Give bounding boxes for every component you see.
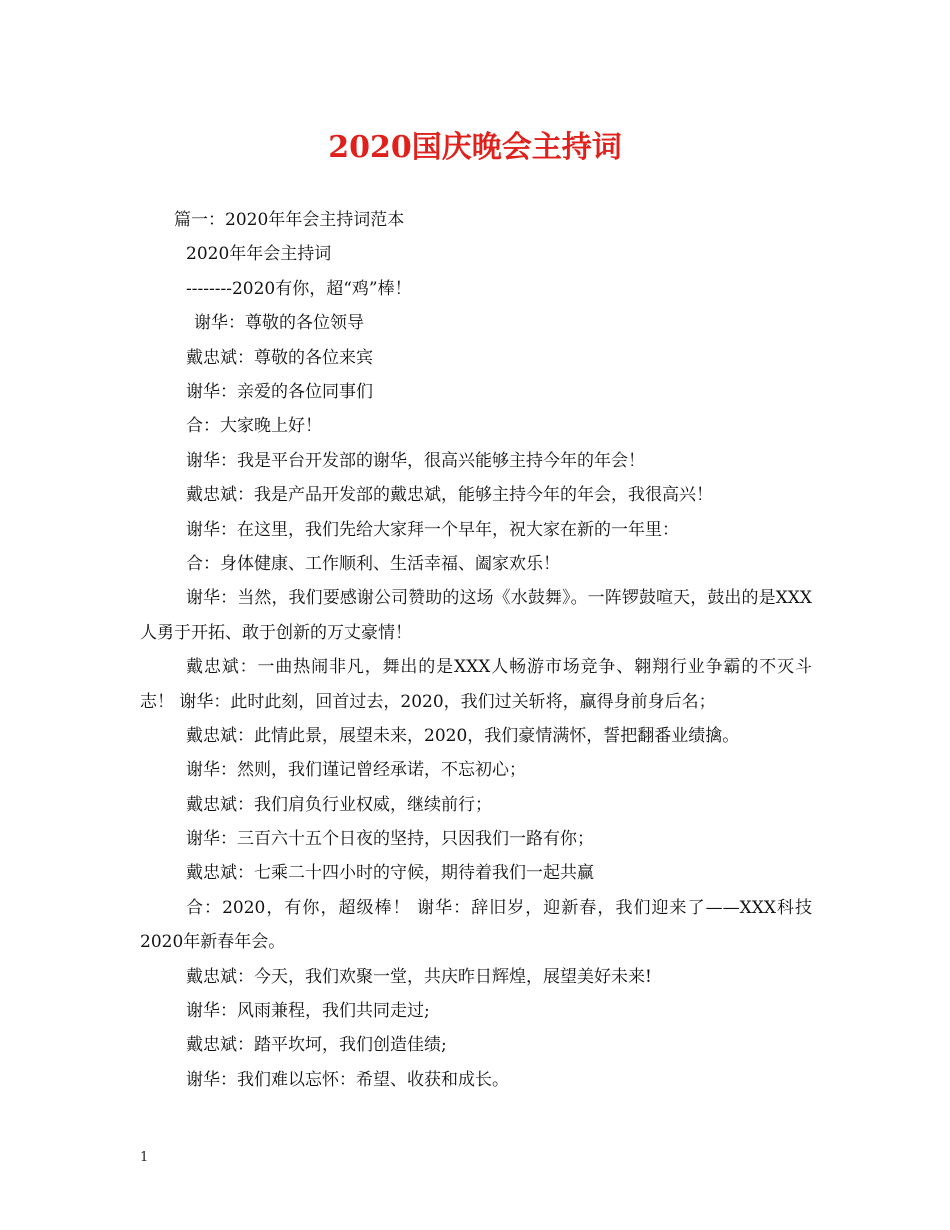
document-body — [140, 203, 812, 1097]
body-line: --------2020有你，超“鸡”棒！ — [186, 278, 412, 299]
body-line: 戴忠斌：尊敬的各位来宾 — [186, 347, 373, 368]
body-line: 合：大家晚上好！ — [186, 416, 322, 437]
body-line: 谢华：我是平台开发部的谢华，很高兴能够主持今年的年会！ — [186, 450, 645, 471]
body-paragraph: 谢华：当然，我们要感谢公司赞助的这场《水鼓舞》。一阵锣鼓喧天，鼓出的是XXX人勇于开拓、敢于创新的万丈豪情！ — [140, 588, 812, 643]
section-heading: 篇一：2020年年会主持词范本 — [174, 210, 405, 230]
body-line: 谢华：我们难以忘怀：希望、收获和成长。 — [186, 1069, 509, 1090]
body-line: 谢华：风雨兼程，我们共同走过; — [186, 1001, 430, 1022]
body-line: 戴忠斌：此情此景，展望未来，2020，我们豪情满怀，誓把翻番业绩擒。 — [186, 725, 740, 746]
document-title: 2020国庆晚会主持词 — [328, 130, 622, 165]
body-line: 谢华：然则，我们谨记曾经承诺，不忘初心； — [186, 760, 526, 781]
body-line: 2020年年会主持词 — [186, 244, 332, 265]
body-line: 戴忠斌：踏平坎坷，我们创造佳绩; — [186, 1035, 447, 1056]
body-line: 谢华：三百六十五个日夜的坚持，只因我们一路有你； — [186, 829, 594, 850]
body-line: 合：身体健康、工作顺利、生活幸福、阖家欢乐！ — [186, 553, 560, 574]
body-paragraph: 合：2020，有你，超级棒！ 谢华：辞旧岁，迎新春，我们迎来了——XXX科技2020年新春年会。 — [140, 897, 812, 953]
body-line: 戴忠斌：七乘二十四小时的守候，期待着我们一起共赢 — [186, 863, 594, 884]
body-line: 谢华：尊敬的各位领导 — [194, 313, 364, 334]
body-line: 谢华：在这里，我们先给大家拜一个早年，祝大家在新的一年里： — [186, 519, 679, 540]
body-line: 戴忠斌：我是产品开发部的戴忠斌，能够主持今年的年会，我很高兴！ — [186, 485, 713, 506]
body-paragraph: 戴忠斌：一曲热闹非凡，舞出的是XXX人畅游市场竞争、翱翔行业争霸的不灭斗志！ 谢华：此时此刻，回首过去，2020，我们过关斩将，赢得身前身后名； — [140, 657, 812, 712]
page-number: 1 — [140, 1150, 149, 1165]
body-line: 谢华：亲爱的各位同事们 — [186, 381, 373, 402]
body-line: 戴忠斌：我们肩负行业权威，继续前行； — [186, 794, 492, 815]
body-line: 戴忠斌：今天，我们欢聚一堂，共庆昨日辉煌，展望美好未来! — [186, 966, 652, 987]
